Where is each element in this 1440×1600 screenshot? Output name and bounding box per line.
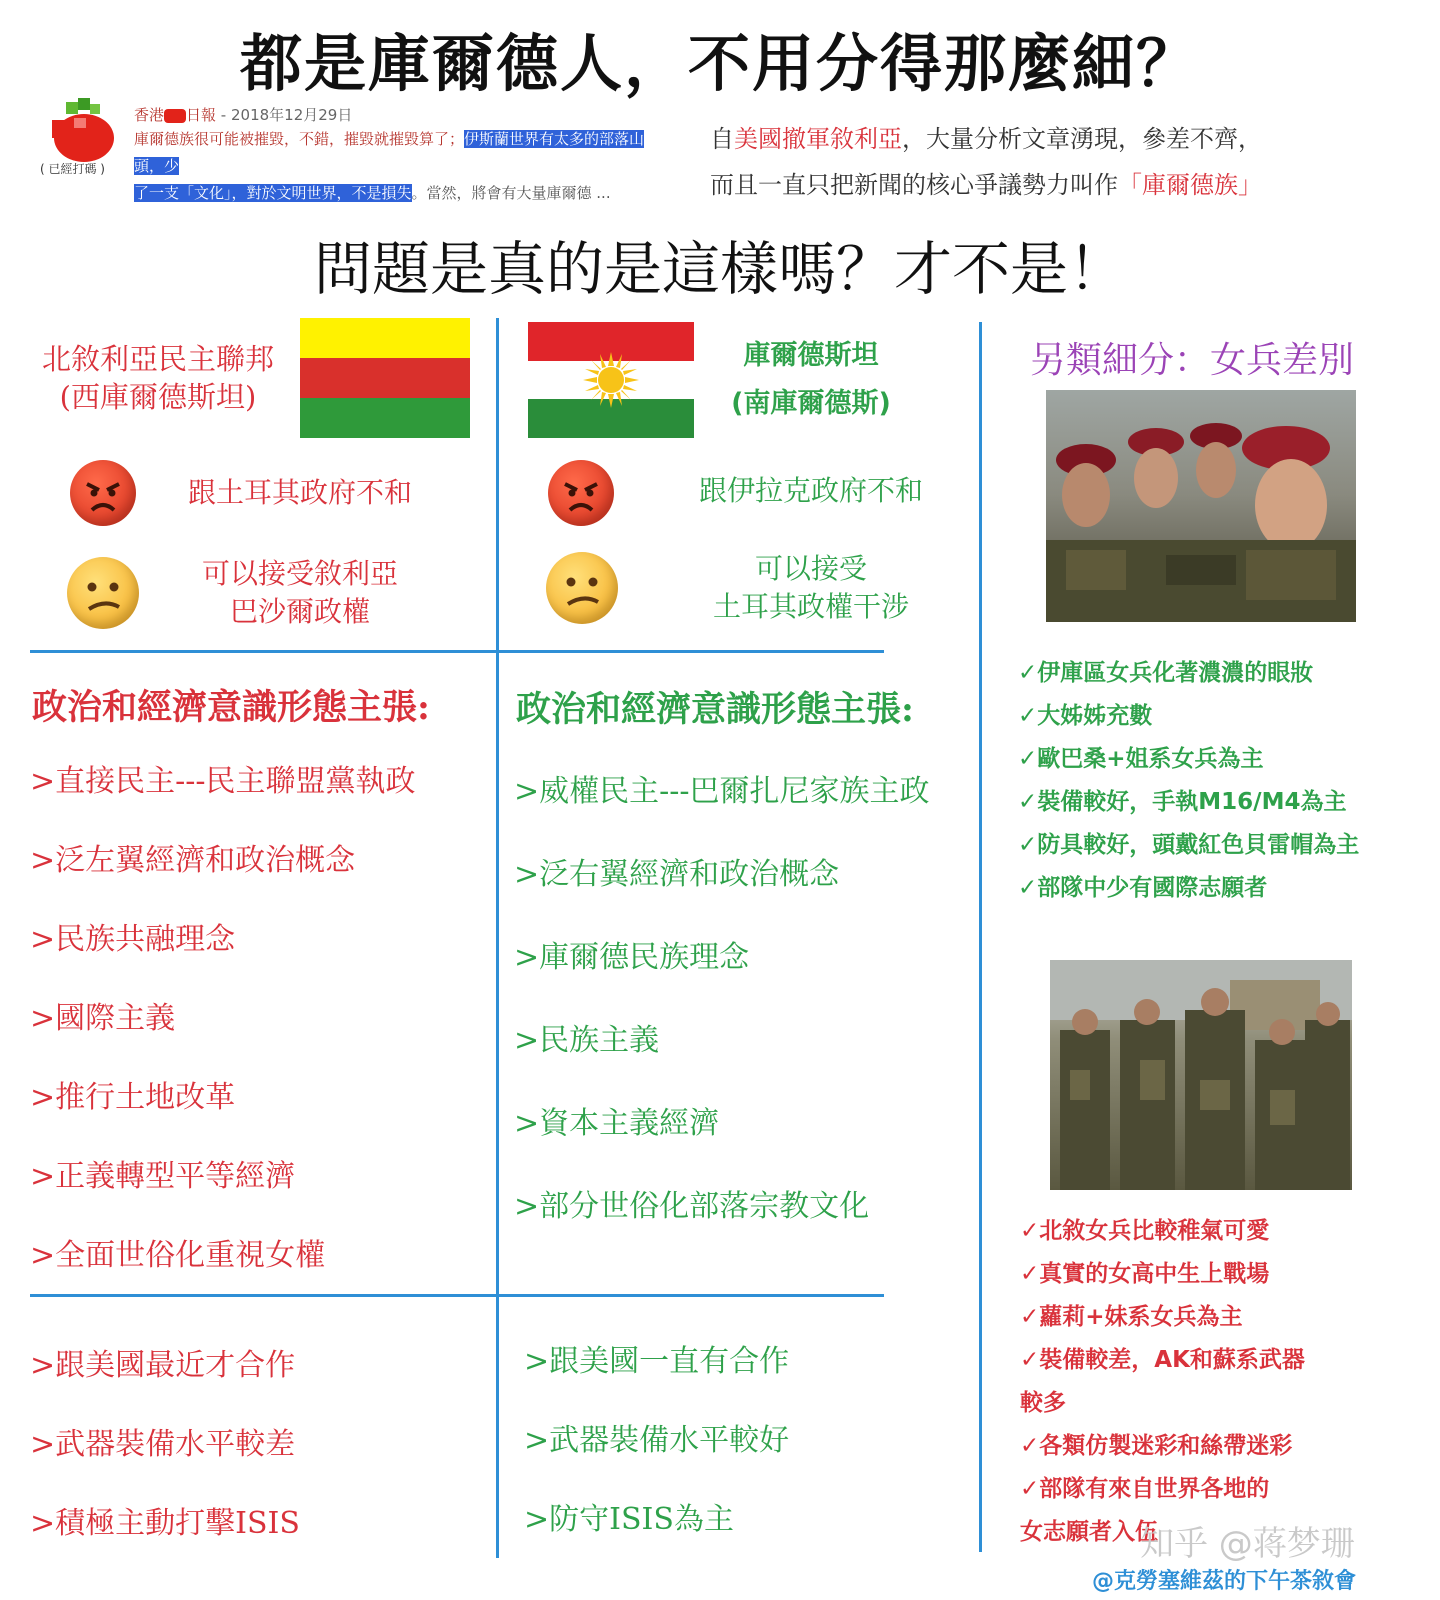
logo-caption: ( 已經打碼 ) [40,162,105,176]
snippet-highlight-2: 了一支「文化」，對於文明世界，不是損失 [134,184,412,202]
left-item: >民族共融理念 [30,922,236,957]
page-subtitle: 問題是真的是這樣嗎？才不是！ [313,235,1126,303]
left-item: >推行土地改革 [30,1080,236,1115]
left-stmt-confused [170,555,430,631]
middle-bottom-item: >跟美國一直有合作 [524,1344,790,1379]
intro-line2-red: 「庫爾德族」 [1118,171,1262,199]
right-checks-bottom [1020,1210,1305,1554]
left-items [30,756,416,1309]
left-bottom-item: >積極主動打擊ISIS [30,1506,300,1541]
check-item: ✓真實的女高中生上戰場 [1020,1261,1270,1287]
check-item: ✓部隊有來自世界各地的 [1020,1476,1270,1502]
news-source-suffix: 日報 [186,106,217,124]
sun-icon [581,350,641,410]
divider-vertical-right [979,322,982,1552]
left-stmt-angry: 跟土耳其政府不和 [187,476,412,509]
page-title: 都是庫爾德人，不用分得那麼細？ [239,27,1200,100]
intro-line1-red: 美國撤軍敘利亞 [734,125,902,153]
apple-logo-icon [40,96,124,188]
female-soldiers-photo-beret [1046,390,1356,622]
confused-face-icon [67,557,139,629]
check-item-continuation: 較多 [1020,1390,1066,1416]
middle-stmt-confused-line2: 土耳其政權干涉 [712,590,909,623]
check-item: ✓北敘女兵比較稚氣可愛 [1020,1218,1270,1244]
middle-bottom-item: >防守ISIS為主 [524,1502,734,1537]
check-item: ✓部隊中少有國際志願者 [1018,875,1268,901]
watermark: 知乎 @蒋梦珊 [1140,1524,1355,1564]
snippet-text-2: 。當然，將會有大量庫爾德 ... [411,184,611,202]
middle-stmt-confused-line1: 可以接受 [754,552,867,585]
middle-bottom-item: >武器裝備水平較好 [524,1423,790,1458]
left-item: >全面世俗化重視女權 [30,1238,326,1273]
angry-face-icon [70,460,136,526]
check-item: ✓防具較好，頭戴紅色貝雷帽為主 [1018,832,1360,858]
left-stmt-confused-line1: 可以接受敘利亞 [201,557,398,590]
middle-name-line1: 庫爾德斯坦 [743,340,879,371]
check-item-continuation: 女志願者入伍 [1020,1519,1158,1545]
left-name-line1: 北敘利亞民主聯邦 [41,342,274,376]
intro-line2-a: 而且一直只把新聞的核心爭議勢力叫作 [710,171,1118,199]
left-faction-name [38,340,278,416]
news-snippet [134,126,654,207]
middle-stmt-confused [676,550,946,626]
check-item: ✓大姊姊充數 [1018,703,1153,729]
left-item: >國際主義 [30,1001,176,1036]
right-checks-top [1018,652,1359,910]
kurdistan-flag [528,322,694,438]
snippet-highlight-1: 伊斯蘭世界有太多的部落山頭，少 [134,130,645,175]
check-item: ✓各類仿製迷彩和絲帶迷彩 [1020,1433,1293,1459]
check-item: ✓歐巴桑+姐系女兵為主 [1018,746,1264,772]
check-item: ✓伊庫區女兵化著濃濃的眼妝 [1018,660,1314,686]
intro-line1-a: 自 [710,125,734,153]
left-bottom-items [30,1340,300,1577]
snippet-text-1: 庫爾德族很可能被摧毀，不錯，摧毀就摧毀算了； [134,130,465,148]
left-item: >直接民主---民主聯盟黨執政 [30,764,416,799]
right-heading: 另類細分：女兵差別 [1030,340,1355,381]
redacted-mark [164,109,186,123]
middle-item: >民族主義 [514,1023,660,1058]
female-soldiers-photo-camo [1050,960,1352,1190]
divider-horizontal-top [30,650,884,653]
middle-stmt-angry: 跟伊拉克政府不和 [698,474,923,507]
left-item: >正義轉型平等經濟 [30,1159,296,1194]
left-bottom-item: >跟美國最近才合作 [30,1348,296,1383]
middle-item: >部分世俗化部落宗教文化 [514,1189,870,1224]
check-item: ✓裝備較差，AK和蘇系武器 [1020,1347,1305,1373]
middle-item: >庫爾德民族理念 [514,940,750,975]
left-item: >泛左翼經濟和政治概念 [30,843,356,878]
author-credit: @克勞塞維茲的下午茶敘會 [1092,1569,1357,1594]
middle-item: >資本主義經濟 [514,1106,720,1141]
middle-faction-name [716,332,906,428]
news-date: - 2018年12月29日 [216,106,353,124]
left-stmt-confused-line2: 巴沙爾政權 [229,595,370,628]
middle-heading: 政治和經濟意識形態主張: [516,689,914,730]
check-item: ✓裝備較好，手執M16/M4為主 [1018,789,1347,815]
angry-face-icon [548,460,614,526]
middle-item: >威權民主---巴爾扎尼家族主政 [514,774,930,809]
middle-name-line2: (南庫爾德斯) [731,388,891,419]
rojava-flag [300,318,470,438]
middle-items [514,766,930,1264]
confused-face-icon [546,552,618,624]
divider-vertical-left [496,318,499,1558]
middle-bottom-items [524,1336,789,1573]
intro-text [710,116,1262,208]
intro-line1-b: ，大量分析文章湧現，參差不齊， [902,125,1262,153]
middle-item: >泛右翼經濟和政治概念 [514,857,840,892]
left-bottom-item: >武器裝備水平較差 [30,1427,296,1462]
check-item: ✓蘿莉+妹系女兵為主 [1020,1304,1243,1330]
news-source: 香港 [134,106,165,124]
left-name-line2: (西庫爾德斯坦) [59,380,257,414]
left-heading: 政治和經濟意識形態主張: [32,687,430,728]
news-meta [134,104,352,125]
